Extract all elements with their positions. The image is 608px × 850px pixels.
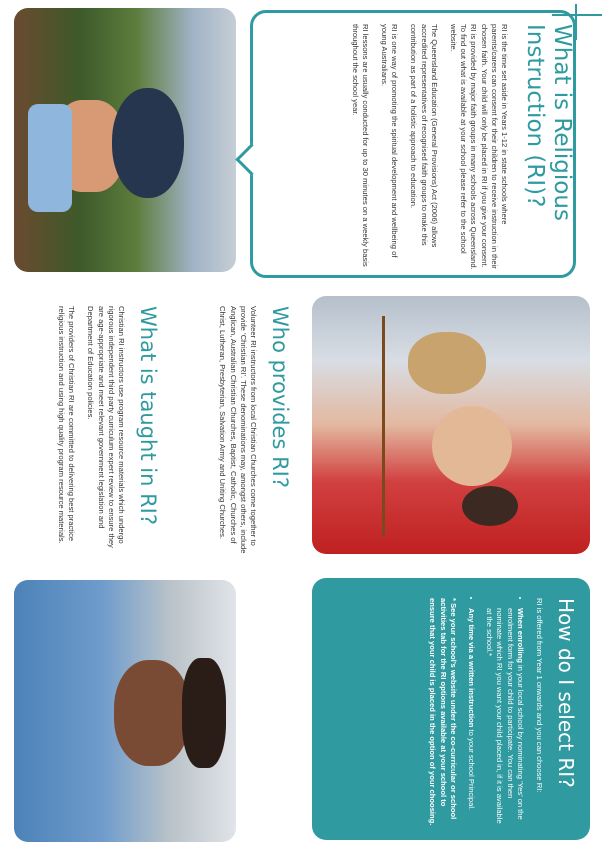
paragraph: RI lessons are usually conducted for up to 30 minutes on a weekly basis throughout the school year. xyxy=(350,24,370,267)
photo-boy-in-hat xyxy=(14,8,236,272)
paragraph: Christian RI instructors use program resource materials which undergo rigorous independent third party curriculum expert review to ensure they are age-appropriate and meet relevant government legislation and Department of Education policies. xyxy=(86,306,126,548)
list-item-text: in your local school by nominating ‘Yes’ on the enrolment form for your child to participate. You can then nominate which RI you want your child placed in, if it is available at the school.* xyxy=(485,608,525,824)
panel-who-provides-ri xyxy=(218,306,292,556)
heading-what-is-ri: What is Religious Instruction (RI)? xyxy=(522,24,575,221)
list-item-bold: When enrolling xyxy=(515,608,525,663)
panel-how-to-select-ri xyxy=(318,598,578,830)
heading-what-is-taught: What is taught in RI? xyxy=(136,306,160,526)
paragraph: RI is the time set aside in Years 1-12 in state schools where parents/carers can consent for their children to receive instruction in their chosen faith. Your child will only be placed in RI if you give your consent. RI is provided by major faith groups in many schools across Queensland. To find out what is available at your school please refer to the school website. xyxy=(448,24,509,270)
decorative-plus-vertical xyxy=(575,4,577,40)
list-item xyxy=(466,608,476,830)
footnote-text: * See your school’s website under the co-curricular or school activities tab for the RI options available at your school to ensure that your child is placed in the option of your choosing. xyxy=(428,598,458,826)
paragraph: Volunteer RI instructors from local Christian Churches come together to provide ‘Christian RI’. These denominations may, amongst others, include Anglican, Australian Christian Churches, Baptist, Catholic, Churches of Christ, Lutheran, Presbyterian, Salvation Army and Uniting Churches. xyxy=(218,306,258,554)
panel-what-is-taught xyxy=(10,306,160,556)
panel-what-is-ri xyxy=(255,24,575,270)
paragraph: The providers of Christian RI are committed to delivering best practice religious instruction and using high quality program resource materials. xyxy=(56,306,77,544)
paragraph: The Queensland Education (General Provisions) Act (2006) allows accredited representatives of recognised faith groups to make this contribution as part of a holistic approach to education. xyxy=(409,24,439,248)
heading-how-to-select-ri: How do I select RI? xyxy=(554,598,578,788)
photo-smiling-boy xyxy=(14,580,236,842)
heading-who-provides-ri: Who provides RI? xyxy=(268,306,292,489)
list-item xyxy=(484,608,525,830)
intro-text: RI is offered from Year 1 onwards and you can choose RI: xyxy=(535,598,544,793)
options-list xyxy=(466,598,525,830)
photo-classroom xyxy=(312,296,590,554)
paragraph: RI is one way of promoting the spiritual development and wellbeing of young Australians. xyxy=(379,24,400,258)
footnote xyxy=(427,598,458,830)
list-item-bold: Any time via a written instruction xyxy=(466,608,476,728)
decorative-plus-horizontal xyxy=(552,14,602,16)
list-item-text: to your school Principal. xyxy=(466,727,476,811)
